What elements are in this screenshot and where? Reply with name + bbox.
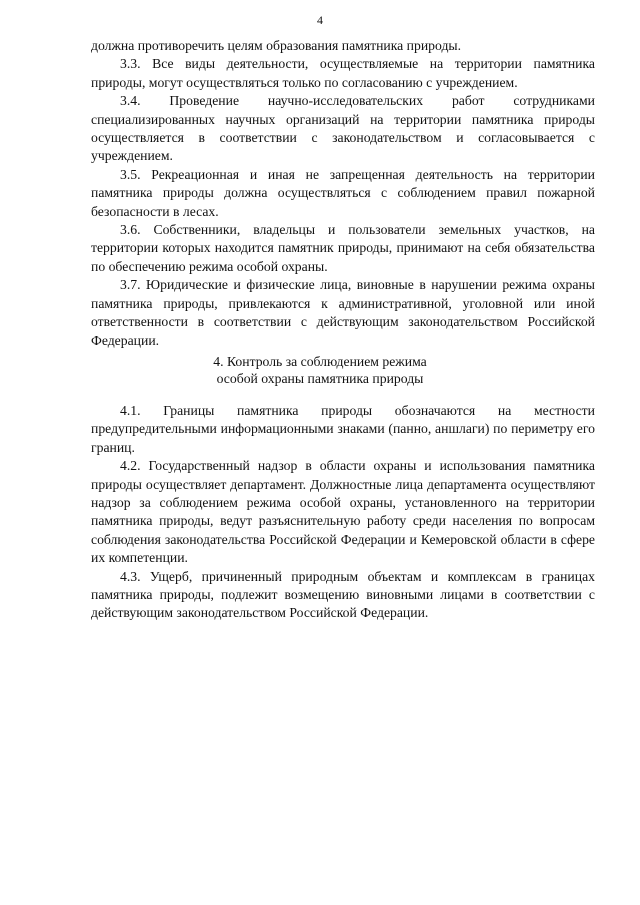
paragraph-4-2: 4.2. Государственный надзор в области охраны и использования памятника природы осуществляет департамент. Должностные лица департамента осуществляют надзор за соблюдением режима особой охраны, установленного на территории памятника природы, ведут разъяснительную работу среди населения по вопросам соблюдения законодательства Российской Федерации и Кемеровской области в сфере их компетенции. <box>91 458 595 566</box>
paragraph-3-7: 3.7. Юридические и физические лица, виновные в нарушении режима охраны памятника природы, привлекаются к административной, уголовной или иной ответственности в соответствии с действующим законодательством Российской Федерации. <box>91 277 595 348</box>
section-4-heading-line-2: особой охраны памятника природы <box>216 371 424 386</box>
paragraph-3-4: 3.4. Проведение научно-исследовательских работ сотрудниками специализированных научных организаций на территории памятника природы осуществляется в соответствии с законодательством и согласовывается с учреждением. <box>91 93 595 164</box>
paragraph-3-2-tail: должна противоречить целям образования памятника природы. <box>91 38 462 53</box>
section-4-heading-line-1: 4. Контроль за соблюдением режима <box>213 354 427 369</box>
page-number: 4 <box>317 13 323 27</box>
paragraph-4-3: 4.3. Ущерб, причиненный природным объектам и комплексам в границах памятника природы, подлежит возмещению виновными лицами в соответствии с действующим законодательством Российской Федерации. <box>91 568 595 621</box>
section-4-body <box>91 402 595 623</box>
paragraph-3-3: 3.3. Все виды деятельности, осуществляемые на территории памятника природы, могут осуществляться только по согласованию с учреждением. <box>91 56 595 90</box>
paragraph-4-1: 4.1. Границы памятника природы обозначаются на местности предупредительными информационными знаками (панно, аншлаги) по периметру его границ. <box>91 403 595 455</box>
section-4-heading <box>0 353 640 387</box>
paragraph-3-6: 3.6. Собственники, владельцы и пользователи земельных участков, на территории которых находится памятник природы, принимают на себя обязательства по обеспечению режима особой охраны. <box>91 222 595 274</box>
section-3-continuation <box>91 37 595 350</box>
paragraph-3-5: 3.5. Рекреационная и иная не запрещенная деятельность на территории памятника природы должна осуществляться с соблюдением правил пожарной безопасности в лесах. <box>91 166 595 219</box>
